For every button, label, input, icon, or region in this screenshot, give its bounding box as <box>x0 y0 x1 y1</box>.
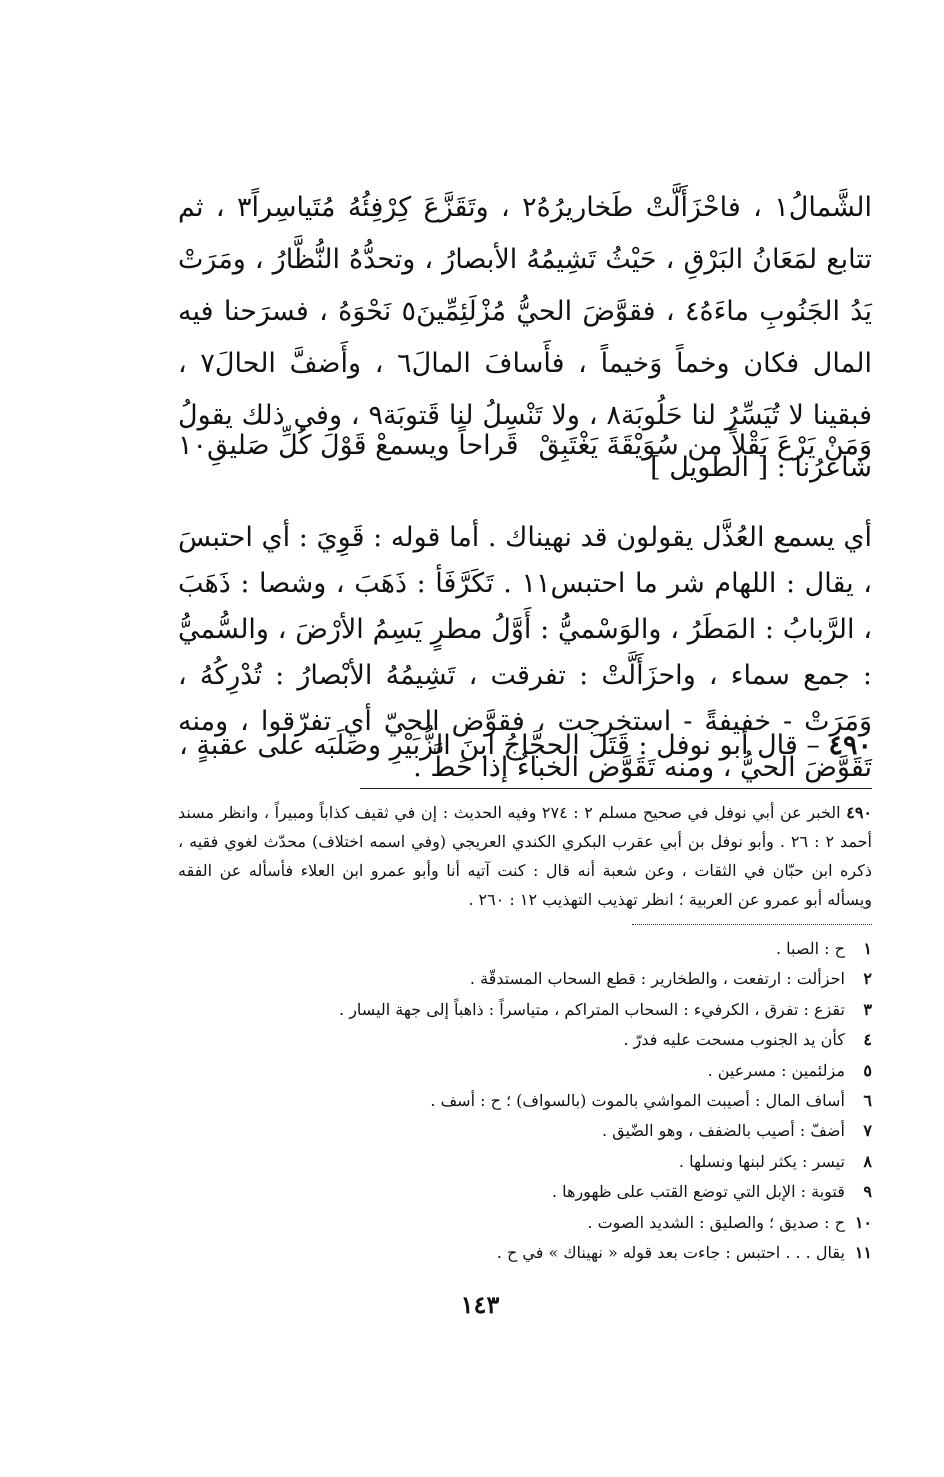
footnote <box>178 964 872 994</box>
footnote <box>178 1025 872 1055</box>
entry-text: – قال أبو نوفل : قَتَلَ الحجَّاجُ ابنَ الزُّبَيْرِ وصَلَبَه على عقبةٍ ، <box>179 730 829 761</box>
footnotes-list <box>178 934 872 1268</box>
main-paragraph: الشَّمالُ١ ، فاحْزَأَلَّتْ طَخاريرُهُ٢ ، وتَقَزَّعَ كِرْفِئُهُ مُتَياسِراً٣ ، ثم تتابع لمَعَانُ البَرْقِ ، حَيْثُ تَشِيمُهُ الأبصارُ ، وتحدُّهُ النُّظَّارُ ، ومَرَتْ يَدُ الجَنُوبِ ماءَهُ٤ ، فقوَّضَ الحيُّ مُزْلَئِمِّينَ٥ نَحْوَهُ ، فسرَحنا فيه المال فكان وخماً وَخيماً ، فأَسافَ المالَ٦ ، وأَضفَّ الحالَ٧ ، فبقينا لا تُيَسِّرُ لنا حَلُوبَة٨ ، ولا تَنْسِلُ لنا قَتوبَة٩ ، وفي ذلك يقولُ شاعرُنا : [ الطويل ] <box>178 192 872 483</box>
verse-second-hemistich: قَراحاً ويسمعْ قَوْلَ كُلِّ صَليقِ١٠ <box>178 430 519 461</box>
footnote-text: كأن يد الجنوب مسحت عليه فدرّ . <box>623 1030 845 1050</box>
footnote <box>178 934 872 964</box>
footnote-text: تقزع : تفرق ، الكرفيء : السحاب المتراكم ، متياسراً : ذاهباً إلى جهة اليسار . <box>339 999 845 1019</box>
footnote-number: ١١ <box>854 1243 872 1263</box>
footnote-text: احزألت : ارتفعت ، والطخارير : قطع السحاب المستدقّة . <box>469 969 845 989</box>
footnote <box>178 995 872 1025</box>
footnote <box>178 1116 872 1146</box>
source-note-number: ٤٩٠ <box>846 803 873 822</box>
verse-first-hemistich: وَمَنْ يَرْعَ بَقْلاً من سُوَيْقَةَ يَغْتَبِقْ <box>538 430 872 461</box>
footnote-number: ٨ <box>863 1151 872 1171</box>
footnote-text: ح : الصبا . <box>775 939 845 958</box>
dotted-divider <box>632 924 872 925</box>
source-note <box>178 798 872 914</box>
footnote-number: ١٠ <box>854 1212 872 1232</box>
footnote-number: ٣ <box>863 999 872 1019</box>
footnote-number: ٤ <box>863 1030 872 1050</box>
explanation-paragraph: أي يسمع العُذَّل يقولون قد نهيناك . أما قوله : قَوِيَ : أي احتبسَ ، يقال : اللهام شر ما احتبس١١ . تَكَرَّفَأ : ذَهَبَ ، وشصا : ذَهَبَ ، الرَّبابُ : المَطَرُ ، والوَسْميُّ : أَوَّلُ مطرٍ يَسِمُ الأرْضَ ، والسُّميُّ : جمع سماء ، واحزَأَلَّتْ : تفرقت ، تَشِيمُهُ الأبْصارُ : تُدْرِكُهُ ، وَمَرَتْ - خفيفةً - استخرجت ، فقوَّض الحيّ أي تفرّقوا ، ومنه تَقَوَّضَ الحيُّ ، ومنه تَقَوَّض الخباءُ إذا حَطَّ . <box>178 522 872 783</box>
entry-number: ٤٩٠ <box>828 730 872 761</box>
poem-verse <box>178 420 872 472</box>
entry-490 <box>178 720 872 772</box>
footnote-text: تيسر : يكثر لبنها ونسلها . <box>678 1151 845 1171</box>
footnote-text: أضفّ : أصيب بالضفف ، وهو الضّيق . <box>601 1121 845 1141</box>
footnote-text: أساف المال : أصيبت المواشي بالموت (بالسواف) ؛ ح : أسف . <box>430 1091 845 1111</box>
footnote-number: ٧ <box>863 1121 872 1141</box>
footnote-divider <box>360 788 872 789</box>
footnote <box>178 1177 872 1207</box>
footnote <box>178 1208 872 1238</box>
footnote-number: ٦ <box>863 1091 872 1111</box>
source-note-text: الخبر عن أبي نوفل في صحيح مسلم ٢ : ٢٧٤ وفيه الحديث : إن في ثقيف كذاباً ومبيراً ، وانظر مسند أحمد ٢ : ٢٦ . وأبو نوفل بن أبي عقرب البكري الكندي العريجي (وفي اسمه اختلاف) محدّث لغوي فقيه ، ذكره ابن حبّان في الثقات ، وعن شعبة أنه قال : كنت آتيه أنا وأبو عمرو ابن العلاء فأسأله عن الفقه ويسأله أبو عمرو عن العربية ؛ انظر تهذيب التهذيب ١٢ : ٢٦٠ . <box>178 803 873 909</box>
footnote-text: ح : صديق ؛ والصليق : الشديد الصوت . <box>587 1212 845 1232</box>
footnote-number: ٢ <box>863 969 872 989</box>
footnote-number: ١ <box>863 939 872 958</box>
footnote-number: ٥ <box>863 1060 872 1080</box>
footnote <box>178 1086 872 1116</box>
footnote <box>178 1056 872 1086</box>
footnote-text: قتوبة : الإبل التي توضع القتب على ظهورها . <box>551 1182 845 1202</box>
footnote <box>178 1238 872 1268</box>
footnote-text: مزلئمين : مسرعين . <box>707 1060 845 1080</box>
page-number: ١٤٣ <box>460 1290 500 1319</box>
footnote-number: ٩ <box>863 1182 872 1202</box>
footnote-text: يقال . . . احتبس : جاءت بعد قوله « نهيناك » في ح . <box>496 1243 845 1263</box>
footnote <box>178 1147 872 1177</box>
